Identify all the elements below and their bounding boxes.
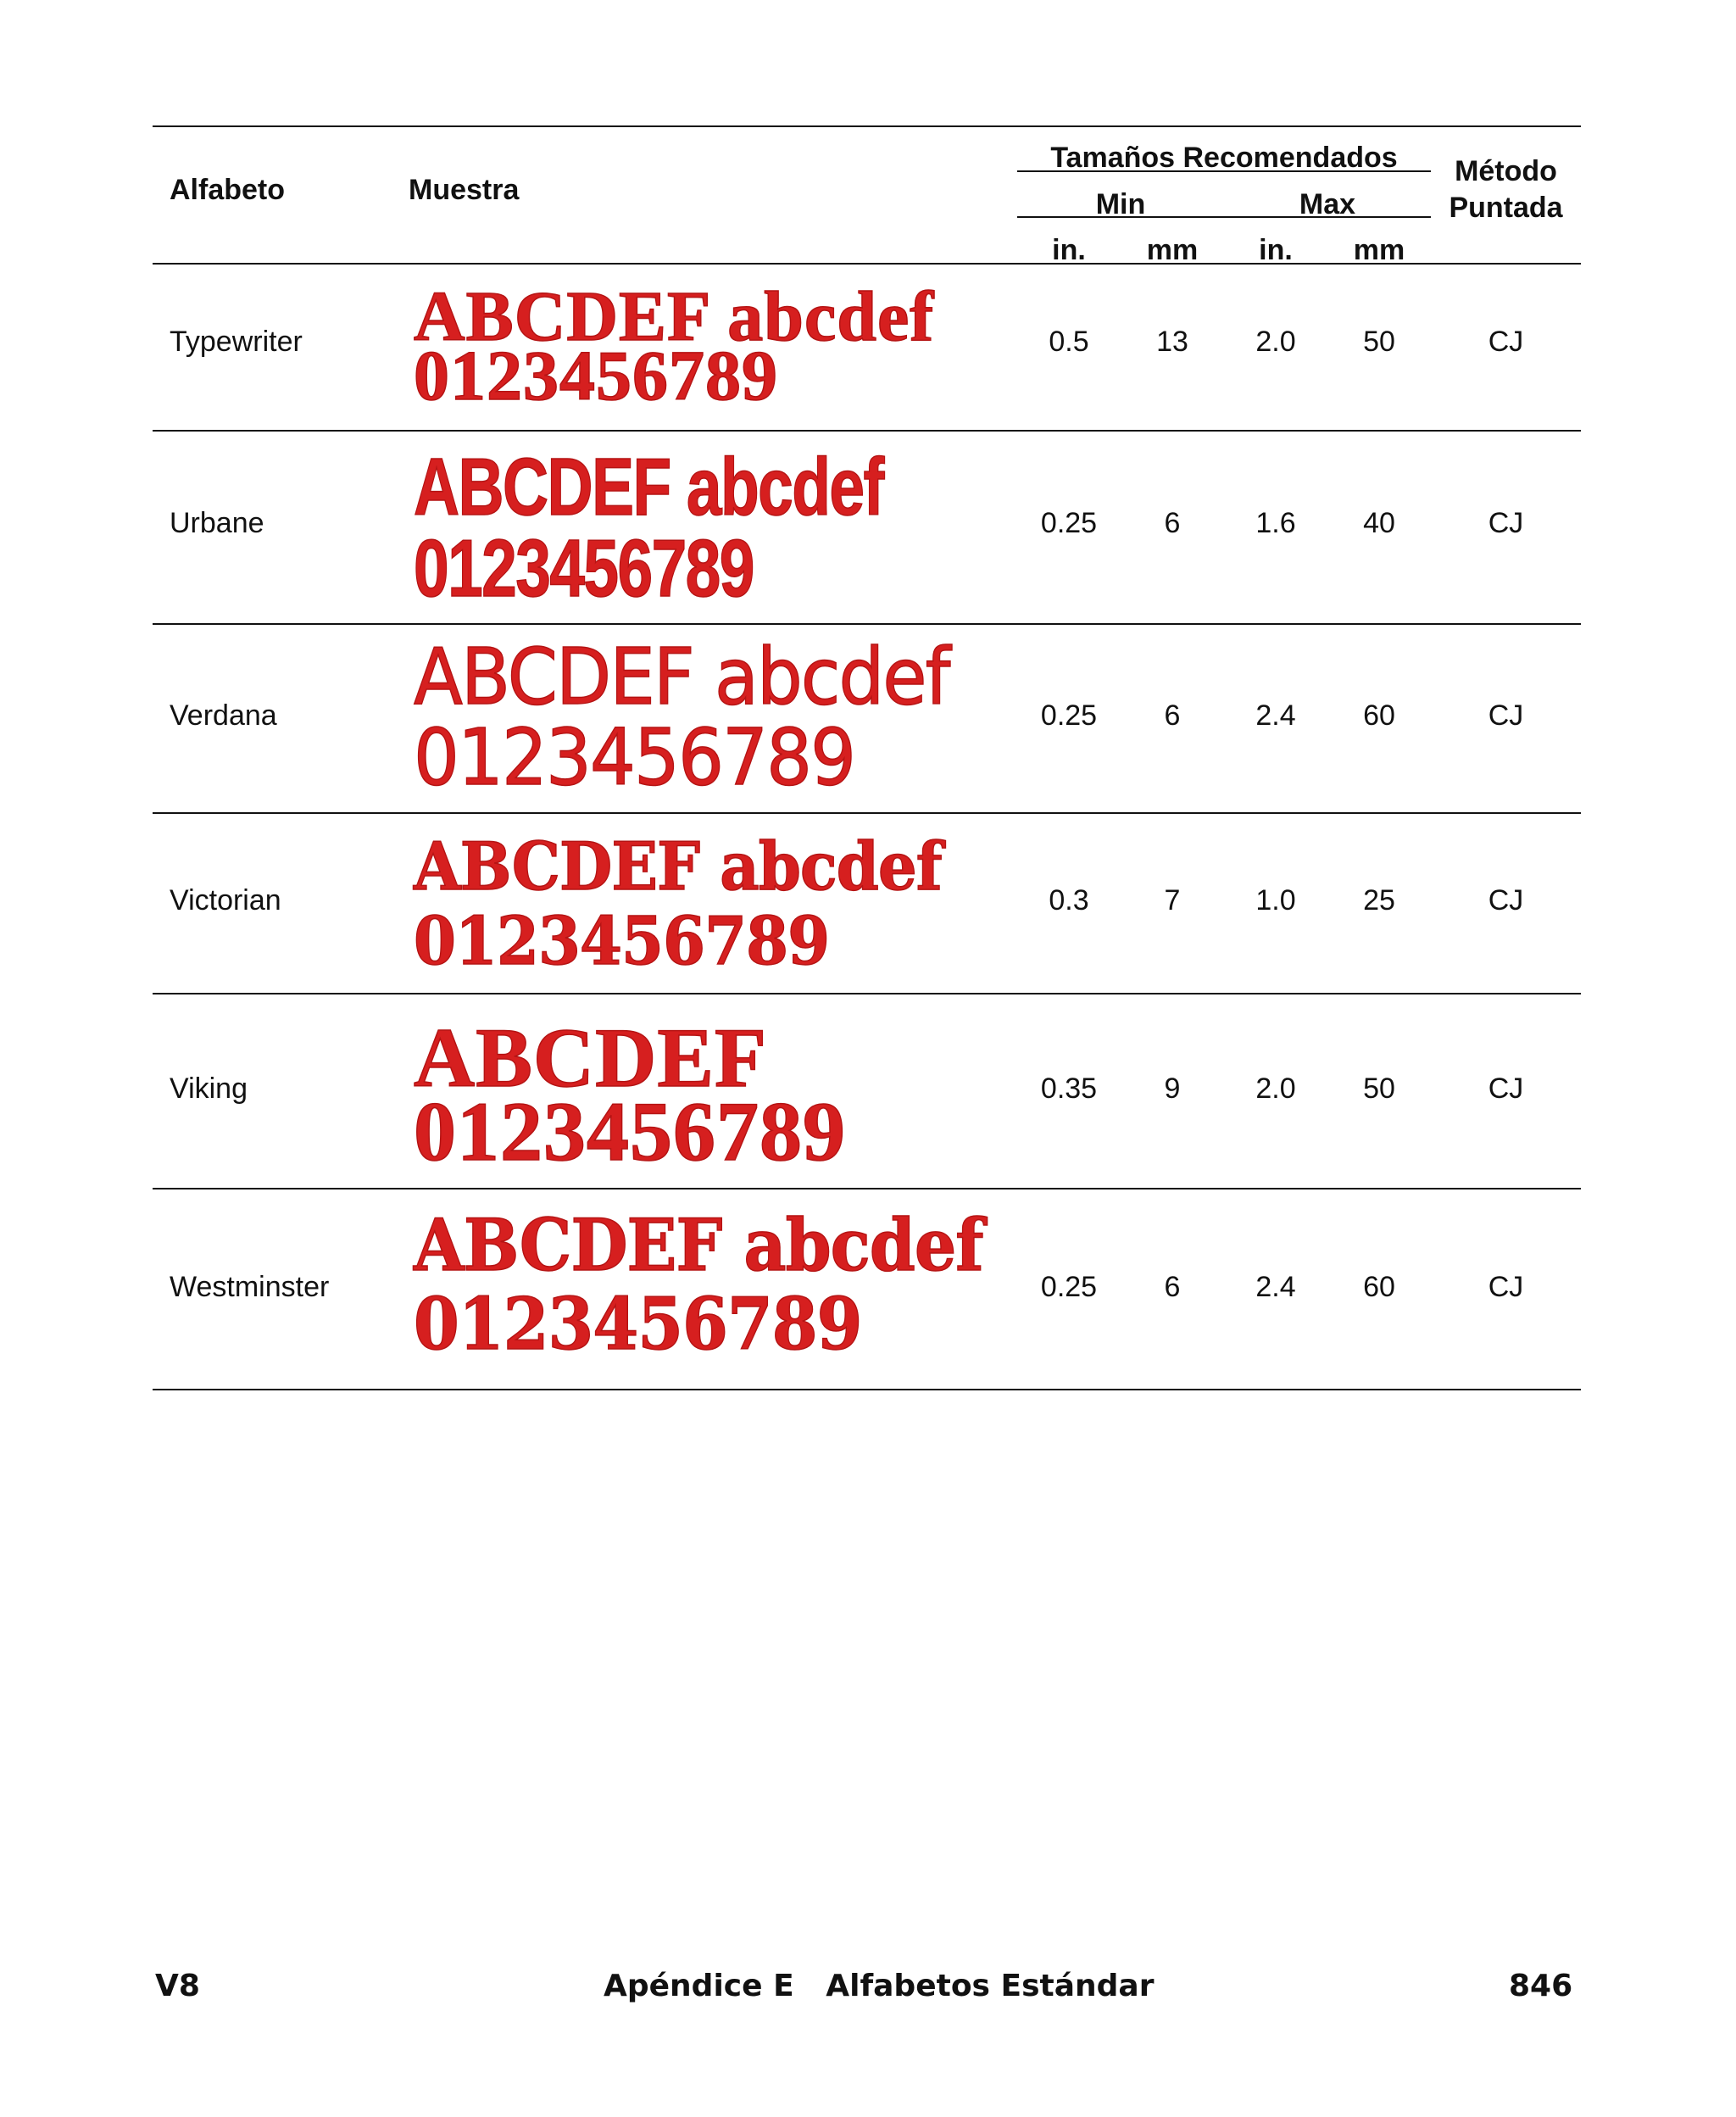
min-in-value: 0.35 <box>1040 1072 1098 1105</box>
alphabet-name: Verdana <box>170 699 277 732</box>
alphabet-sample-digits: 0123456789 <box>414 523 754 614</box>
alphabet-sample-letters: ABCDEF abcdef <box>414 828 942 905</box>
header-muestra: Muestra <box>409 174 520 206</box>
max-in-value: 2.0 <box>1255 326 1296 358</box>
alphabet-sample-letters: ABCDEF abcdef <box>414 277 935 356</box>
stitch-method: CJ <box>1488 699 1524 732</box>
min-mm-value: 7 <box>1164 884 1181 916</box>
min-in-value: 0.3 <box>1049 884 1089 916</box>
max-in-value: 2.4 <box>1255 699 1296 732</box>
header-min-mm: mm <box>1146 234 1199 266</box>
header-max-in: in. <box>1259 234 1293 266</box>
min-in-value: 0.25 <box>1040 699 1098 732</box>
alphabet-sample-letters: ABCDEF abcdef <box>414 1203 983 1287</box>
min-mm-value: 6 <box>1164 699 1181 732</box>
alphabet-sample-digits: 0123456789 <box>414 337 778 415</box>
header-max-mm: mm <box>1353 234 1405 266</box>
header-max: Max <box>1299 188 1356 220</box>
max-mm-value: 25 <box>1363 884 1395 916</box>
stitch-method: CJ <box>1488 507 1524 539</box>
max-mm-value: 60 <box>1363 1271 1395 1303</box>
alphabet-name: Viking <box>170 1072 248 1105</box>
header-metodo: Método <box>1455 155 1557 187</box>
max-mm-value: 50 <box>1363 326 1395 358</box>
alphabet-sample-digits: 0123456789 <box>414 903 830 980</box>
max-mm-value: 50 <box>1363 1072 1395 1105</box>
max-in-value: 2.4 <box>1255 1271 1296 1303</box>
min-mm-value: 6 <box>1164 507 1181 539</box>
footer-section-title: Apéndice E Alfabetos Estándar <box>604 1969 1155 2003</box>
footer-page-number: 846 <box>1509 1969 1573 2003</box>
alphabet-sample-digits: 0123456789 <box>414 712 855 803</box>
row-divider <box>153 1188 1581 1189</box>
max-mm-value: 60 <box>1363 699 1395 732</box>
alphabet-name: Urbane <box>170 507 264 539</box>
min-mm-value: 9 <box>1164 1072 1181 1105</box>
alphabet-name: Victorian <box>170 884 281 916</box>
header-tamanos-recomendados: Tamaños Recomendados <box>1050 142 1398 174</box>
stitch-method: CJ <box>1488 1072 1524 1105</box>
header-puntada: Puntada <box>1449 192 1563 224</box>
footer-version: V8 <box>155 1969 200 2003</box>
row-divider <box>153 430 1581 432</box>
alphabet-sample-letters: ABCDEF abcdef <box>414 442 883 532</box>
table-bottom-rule <box>153 1389 1581 1390</box>
header-alfabeto: Alfabeto <box>170 174 285 206</box>
alphabet-sample-digits: 0123456789 <box>414 1084 846 1178</box>
max-in-value: 2.0 <box>1255 1072 1296 1105</box>
min-in-value: 0.5 <box>1049 326 1089 358</box>
min-in-value: 0.25 <box>1040 1271 1098 1303</box>
max-in-value: 1.0 <box>1255 884 1296 916</box>
alphabet-sample-letters: ABCDEF abcdef <box>414 632 949 722</box>
stitch-method: CJ <box>1488 1271 1524 1303</box>
row-divider <box>153 623 1581 625</box>
stitch-method: CJ <box>1488 326 1524 358</box>
row-divider <box>153 812 1581 814</box>
alphabet-sample-digits: 0123456789 <box>414 1282 862 1366</box>
min-mm-value: 13 <box>1156 326 1188 358</box>
alphabet-sample-letters: ABCDEF <box>414 1011 768 1105</box>
max-in-value: 1.6 <box>1255 507 1296 539</box>
min-mm-value: 6 <box>1164 1271 1181 1303</box>
alphabet-name: Westminster <box>170 1271 330 1303</box>
header-min: Min <box>1095 188 1146 220</box>
table-top-rule <box>153 125 1581 127</box>
alphabet-name: Typewriter <box>170 326 303 358</box>
stitch-method: CJ <box>1488 884 1524 916</box>
min-in-value: 0.25 <box>1040 507 1098 539</box>
max-mm-value: 40 <box>1363 507 1395 539</box>
row-divider <box>153 993 1581 994</box>
header-min-in: in. <box>1052 234 1086 266</box>
